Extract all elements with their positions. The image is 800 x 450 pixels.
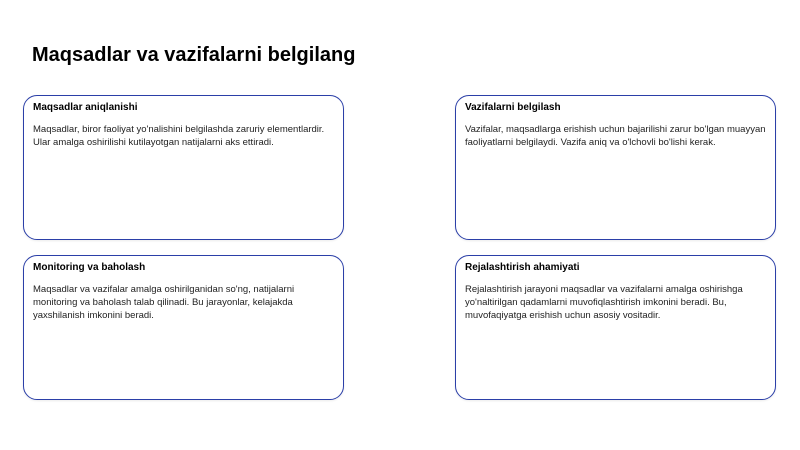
card-rejalashtirish-ahamiyati xyxy=(455,255,776,400)
card-title: Maqsadlar aniqlanishi xyxy=(33,102,138,113)
card-title: Vazifalarni belgilash xyxy=(465,102,561,113)
card-vazifalarni-belgilash xyxy=(455,95,776,240)
card-body: Maqsadlar va vazifalar amalga oshirilganidan so'ng, natijalarni monitoring va baholash talab qilinadi. Bu jarayonlar, kelajakda yaxshilanish imkonini beradi. xyxy=(33,284,295,322)
slide-title: Maqsadlar va vazifalarni belgilang xyxy=(32,44,356,66)
card-title: Rejalashtirish ahamiyati xyxy=(465,262,580,273)
card-monitoring-va-baholash xyxy=(23,255,344,400)
card-body: Maqsadlar, biror faoliyat yo'nalishini belgilashda zaruriy elementlardir. Ular amalga oshirilishi kutilayotgan natijalarni aks ettiradi. xyxy=(33,124,325,149)
card-maqsadlar-aniqlanishi xyxy=(23,95,344,240)
card-body: Rejalashtirish jarayoni maqsadlar va vazifalarni amalga oshirishga yo'naltirilgan qadamlarni muvofiqlashtirish imkonini beradi. Bu, muvofaqiyatga erishish uchun asosiy vositadir. xyxy=(465,284,743,322)
card-body: Vazifalar, maqsadlarga erishish uchun bajarilishi zarur bo'lgan muayyan faoliyatlarni belgilaydi. Vazifa aniq va o'lchovli bo'lishi kerak. xyxy=(465,124,766,149)
card-title: Monitoring va baholash xyxy=(33,262,146,273)
